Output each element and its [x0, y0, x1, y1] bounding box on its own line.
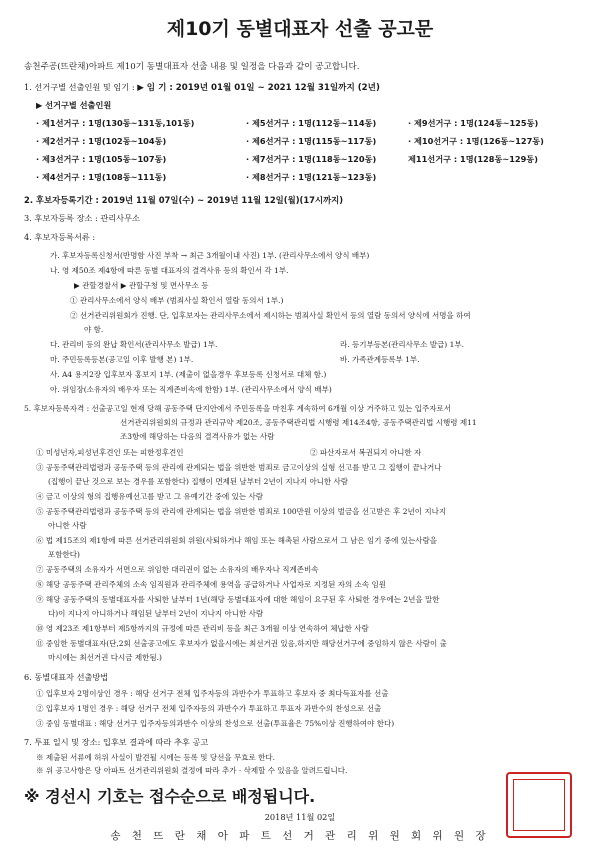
intro-text: 송천주공(뜨란채)아파트 제10기 동별대표자 선출 내용 및 일정을 다음과 같이 공고합니다.: [24, 62, 360, 72]
section-5-label: 5. 후보자등록자격 : 선출공고일 현재 당해 공동주택 단지안에서 주민등록을 마친후 계속하여 6개월 이상 거주하고 있는 입주자로서: [24, 404, 451, 413]
doc-item: 야 함.: [84, 325, 104, 334]
qualification-line: 마시에는 최선거권 다시금 제한됨.): [48, 653, 162, 662]
qualification-line: 다)이 지나지 아니하거나 해임된 날부터 2년이 지나지 아니한 사람: [48, 609, 264, 618]
district-item: · 제1선거구 : 1명(130동~131동,101동): [36, 118, 195, 128]
qualification-line: ③ 공동주택관리법령과 공동주택 등의 관리에 관계되는 법을 위반한 범죄로 금고이상의 실형 선고를 받고 그 집행이 끝나거나: [36, 463, 442, 472]
qualification-line: ⑦ 공동주택의 소유자가 서면으로 위임한 대리권이 없는 소유자의 배우자나 직계존비속: [36, 565, 319, 574]
doc-item: 사. A4 용지2장 입후보자 홍보지 1부. (제출이 없을경우 후보등록 신청서로 대체 함.): [50, 370, 327, 379]
doc-item: 바. 가족관계등록부 1부.: [340, 355, 420, 364]
district-item: · 제6선거구 : 1명(115동~117동): [246, 136, 377, 146]
qualification-line: 포함한다): [48, 550, 80, 559]
qualification-line: 아니한 사람: [48, 521, 87, 530]
doc-item: 나. 영 제50조 제4항에 따른 동별 대표자의 결격사유 등의 확인서 각 1부.: [50, 266, 289, 275]
seal-inner-border: [513, 779, 565, 831]
qualification-line: 조3항에 해당하는 다음의 결격사유가 없는 사람: [120, 432, 275, 441]
footnote-line: ※ 위 공고사항은 당 아파트 선거관리위원회 결정에 따라 추가 · 삭제할 수 있음을 알려드립니다.: [36, 766, 348, 775]
district-heading: ▶ 선거구별 선출인원: [36, 100, 112, 110]
official-seal-stamp: [506, 772, 572, 838]
doc-item: 가. 후보자등록신청서(반명함 사진 부착 → 최근 3개월이내 사진) 1부. (관리사무소에서 양식 배부): [50, 251, 370, 260]
section-6-label: 6. 동별대표자 선출방법: [24, 672, 109, 682]
method-line: ② 입후보자 1명인 경우 : 해당 선거구 전체 입주자등의 과반수가 투표하고 투표자 과반수의 찬성으로 선출: [36, 704, 382, 713]
qualification-line: ① 미성년자,피성년후견인 또는 피한정후견인: [36, 448, 184, 457]
qualification-line: ④ 금고 이상의 형의 집행유예선고를 받고 그 유예기간 중에 있는 사람: [36, 492, 263, 501]
doc-item: 마. 주민등록등본(공고일 이후 발행 본) 1부.: [50, 355, 194, 364]
qualification-line: ⑧ 해당 공동주택 관리주체의 소속 임직원과 관리주체에 용역을 공급하거나 사업자로 지정된 자의 소속 임원: [36, 580, 387, 589]
district-item: · 제4선거구 : 1명(108동~111동): [36, 172, 167, 182]
doc-item: 라. 등기부등본(관리사무소 발급) 1부.: [340, 340, 464, 349]
district-item: 제11선거구 : 1명(128동~129동): [408, 154, 538, 164]
qualification-line: ⑪ 중임한 동별대표자(단,2회 선출공고에도 후보자가 없을시에는 최선거권 있음,하지만 해당선거구에 중임하지 않은 사람이 출: [36, 639, 447, 648]
footnote-line: ※ 제출된 서류에 허위 사실이 발견될 시에는 등록 및 당선을 무효로 한다.: [36, 753, 275, 762]
district-item: · 제7선거구 : 1명(118동~120동): [246, 154, 377, 164]
notice-date: 2018년 11월 02일: [264, 812, 336, 822]
district-item: · 제8선거구 : 1명(121동~123동): [246, 172, 377, 182]
section-1-label: 1. 선거구별 선출인원 및 임기 :: [24, 82, 138, 92]
qualification-line: ⑥ 법 제15조의 제1항에 따른 선거관리위원회 위원(사퇴하거나 해임 또는 해촉된 사람으로서 그 남은 임기 중에 있는사람을: [36, 536, 438, 545]
qualification-line: ⑩ 영 제23조 제1항부터 제5항까지의 규정에 따른 관리비 등을 최근 3개월 이상 연속하여 체납한 사람: [36, 624, 369, 633]
district-item: · 제5선거구 : 1명(112동~114동): [246, 118, 377, 128]
doc-item: ▶ 관할경찰서 ▶ 관할구청 및 면사무소 등: [74, 281, 209, 290]
doc-item: ① 관리사무소에서 양식 배부 (범죄사실 확인서 열람 동의서 1부.): [70, 296, 284, 305]
term-text: ▶ 임 기 : 2019년 01월 01일 ~ 2021 12월 31일까지 (2년): [137, 83, 380, 93]
qualification-line: ② 파산자로서 복권되지 아니한 자: [310, 448, 422, 457]
qualification-line: ⑤ 공동주택관리법령과 공동주택 등의 관리에 관계되는 법을 위반한 범죄로 100만원 이상의 벌금을 선고받은 후 2년이 지나지: [36, 507, 447, 516]
district-item: · 제2선거구 : 1명(102동~104동): [36, 136, 167, 146]
district-item: · 제10선거구 : 1명(126동~127동): [408, 136, 544, 146]
district-item: · 제3선거구 : 1명(105동~107동): [36, 154, 167, 164]
section-7-label: 7. 투표 일시 및 장소: 입후보 결과에 따라 추후 공고: [24, 737, 209, 747]
section-2-registration-period: 2. 후보자등록기간 : 2019년 11월 07일(수) ~ 2019년 11월 12일(월)(17시까지): [24, 195, 344, 205]
doc-item: ② 선거관리위원회가 진행. 단, 입후보자는 관리사무소에서 제시하는 범죄사실 확인서 등의 열람 동의서 양식에 서명을 하여: [70, 311, 471, 320]
qualification-line: 선거관리위원회의 규정과 관리규약 제20조, 공동주택관리법 시행령 제14조4항, 공동주택관리법 시행령 제11: [120, 418, 477, 427]
page-title: 제10기 동별대표자 선출 공고문: [166, 18, 434, 40]
section-1: [24, 81, 380, 93]
doc-item: 아. 위임장(소유자의 배우자 또는 직계존비속에 한함) 1부. (관리사무소에서 양식 배부): [50, 385, 332, 394]
section-4-label: 4. 후보자등록서류 :: [24, 232, 96, 242]
district-item: · 제9선거구 : 1명(124동~125동): [408, 118, 539, 128]
section-3-place: 3. 후보자등록 장소 : 관리사무소: [24, 213, 140, 223]
doc-item: 다. 관리비 등의 완납 확인서(관리사무소 발급) 1부.: [50, 340, 218, 349]
notice-highlight: ※ 경선시 기호는 접수순으로 배정됩니다.: [24, 787, 316, 806]
qualification-line: (집행이 끝난 것으로 보는 경우를 포함한다) 집행이 면제된 날부터 2년이 지나지 아니한 사람: [48, 477, 349, 486]
qualification-line: ⑨ 해당 공동주택의 동별대표자를 사퇴한 날부터 1년(해당 동별대표자에 대한 해임이 요구된 후 사퇴한 경우에는 2년을 말한: [36, 595, 440, 604]
method-line: ③ 중임 동별대표 : 해당 선거구 입주자등의과반수 이상의 찬성으로 선출(투표율은 75%이상 진행하여야 한다): [36, 719, 395, 728]
method-line: ① 입후보자 2명이상인 경우 : 해당 선거구 전체 입주자등의 과반수가 투표하고 후보자 중 최다득표자를 선출: [36, 689, 389, 698]
signature-line: 송 천 뜨 란 채 아 파 트 선 거 관 리 위 원 회 위 원 장: [110, 830, 490, 842]
